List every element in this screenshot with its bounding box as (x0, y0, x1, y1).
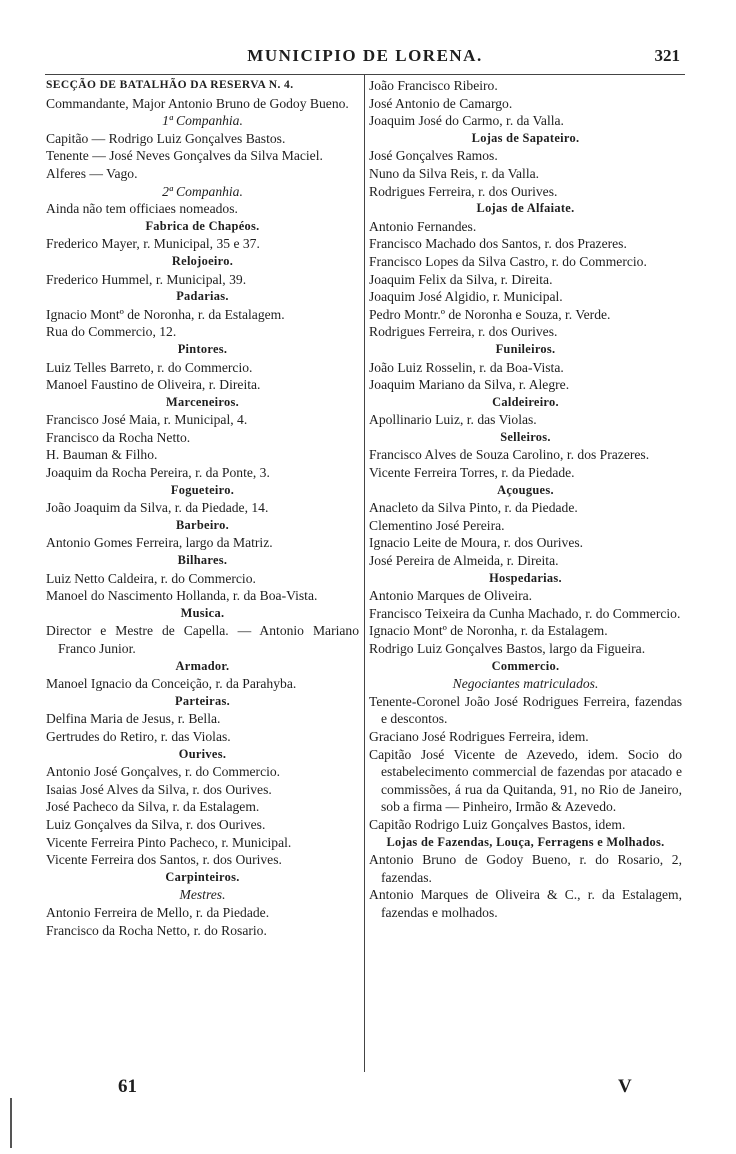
section-heading: Lojas de Sapateiro. (471, 130, 580, 145)
section-heading: Carpinteiros. (165, 869, 240, 884)
list-entry: Vicente Ferreira dos Santos, r. dos Ourives. (46, 852, 282, 868)
list-entry: Capitão José Vicente de Azevedo, idem. Socio do estabelecimento commercial de fazendas por atacado e commissões, á rua da Quitanda, 91, no Rio de Janeiro, sob a firma — Pinheiro, Irmão & Azevedo. (369, 746, 682, 815)
section-heading: Lojas de Alfaiate. (476, 201, 575, 216)
column-divider (364, 75, 365, 1072)
list-entry: Ainda não tem officiaes nomeados. (46, 201, 238, 217)
list-entry: João Luiz Rosselin, r. da Boa-Vista. (369, 359, 564, 375)
section-heading: Armador. (175, 658, 230, 673)
list-entry: Francisco Lopes da Silva Castro, r. do Commercio. (369, 253, 647, 269)
section-heading: Hospedarias. (489, 570, 562, 585)
list-entry: Francisco Machado dos Santos, r. dos Prazeres. (369, 236, 627, 252)
list-entry: Clementino José Pereira. (369, 517, 505, 533)
list-entry: Delfina Maria de Jesus, r. Bella. (46, 711, 221, 727)
list-entry: Nuno da Silva Reis, r. da Valla. (369, 165, 540, 181)
list-entry: João Joaquim da Silva, r. da Piedade, 14. (46, 500, 269, 516)
list-entry: Rodrigues Ferreira, r. dos Ourives. (369, 324, 558, 340)
list-entry: Manoel Faustino de Oliveira, r. Direita. (46, 377, 261, 393)
section-heading: Funileiros. (495, 341, 556, 356)
list-entry: Pedro Montr.º de Noronha e Souza, r. Verde. (369, 306, 611, 322)
list-entry: Rua do Commercio, 12. (46, 324, 177, 340)
page-header (50, 46, 680, 72)
list-entry: Ignacio Montº de Noronha, r. da Estalagem. (369, 623, 608, 639)
subheading: 2ª Companhia. (162, 183, 243, 199)
list-entry: Joaquim José Algidio, r. Municipal. (369, 289, 563, 305)
list-entry: Manoel Ignacio da Conceição, r. da Parahyba. (46, 676, 297, 692)
signature-mark-left: 61 (118, 1076, 137, 1097)
list-entry: Director e Mestre de Capella. — Antonio Mariano Franco Junior. (46, 623, 359, 656)
list-entry: José Pacheco da Silva, r. da Estalagem. (46, 799, 260, 815)
list-entry: Commandante, Major Antonio Bruno de Godoy Bueno. (46, 95, 349, 111)
list-entry: Francisco da Rocha Netto. (46, 429, 191, 445)
list-entry: Vicente Ferreira Pinto Pacheco, r. Municipal. (46, 834, 292, 850)
list-entry: Francisco Teixeira da Cunha Machado, r. do Commercio. (369, 605, 681, 621)
section-heading: Marceneiros. (166, 394, 239, 409)
list-entry: Antonio Ferreira de Mello, r. da Piedade. (46, 904, 270, 920)
list-entry: Antonio Fernandes. (369, 218, 477, 234)
list-entry: Anacleto da Silva Pinto, r. da Piedade. (369, 500, 578, 516)
list-entry: Gertrudes do Retiro, r. das Violas. (46, 728, 231, 744)
section-heading: Caldeireiro. (492, 394, 559, 409)
right-column (369, 77, 682, 922)
section-heading: Fogueteiro. (170, 482, 235, 497)
section-heading: Lojas de Fazendas, Louça, Ferragens e Molhados. (386, 834, 665, 849)
list-entry: Tenente — José Neves Gonçalves da Silva Maciel. (46, 148, 323, 164)
list-entry: Ignacio Leite de Moura, r. dos Ourives. (369, 535, 584, 551)
list-entry: Apollinario Luiz, r. das Violas. (369, 412, 537, 428)
list-entry: Antonio Marques de Oliveira. (369, 588, 533, 604)
running-title: MUNICIPIO DE LORENA. (247, 46, 483, 65)
section-heading: Selleiros. (500, 429, 551, 444)
margin-mark (10, 1098, 12, 1148)
section-heading: Musica. (180, 605, 225, 620)
list-entry: Joaquim Mariano da Silva, r. Alegre. (369, 377, 570, 393)
list-entry: Antonio Bruno de Godoy Bueno, r. do Rosario, 2, fazendas. (369, 852, 682, 885)
list-entry: José Pereira de Almeida, r. Direita. (369, 553, 559, 569)
page-number: 321 (654, 46, 680, 65)
list-entry: Ignacio Montº de Noronha, r. da Estalagem. (46, 306, 285, 322)
header-rule (45, 74, 685, 75)
list-entry: Capitão Rodrigo Luiz Gonçalves Bastos, idem. (369, 816, 626, 832)
list-entry: Luiz Gonçalves da Silva, r. dos Ourives. (46, 816, 266, 832)
list-entry: Isaias José Alves da Silva, r. dos Ourives. (46, 781, 272, 797)
list-entry: Antonio Marques de Oliveira & C., r. da Estalagem, fazendas e molhados. (369, 887, 682, 920)
list-entry: Capitão — Rodrigo Luiz Gonçalves Bastos. (46, 130, 286, 146)
section-heading: Açougues. (497, 482, 554, 497)
list-entry: Joaquim José do Carmo, r. da Valla. (369, 113, 564, 129)
list-entry: Alferes — Vago. (46, 165, 138, 181)
list-entry: Antonio Gomes Ferreira, largo da Matriz. (46, 535, 273, 551)
section-heading: Fabrica de Chapéos. (145, 218, 260, 233)
list-entry: Francisco Alves de Souza Carolino, r. dos Prazeres. (369, 447, 650, 463)
section-heading: Bilhares. (177, 553, 228, 568)
list-entry: João Francisco Ribeiro. (369, 78, 498, 93)
list-entry: Graciano José Rodrigues Ferreira, idem. (369, 728, 589, 744)
section-heading: Parteiras. (175, 693, 230, 708)
signature-mark-right: V (618, 1076, 632, 1097)
subheading: Negociantes matriculados. (452, 676, 599, 692)
list-entry: Antonio José Gonçalves, r. do Commercio. (46, 764, 281, 780)
list-entry: Francisco da Rocha Netto, r. do Rosario. (46, 922, 267, 938)
list-entry: Joaquim Felix da Silva, r. Direita. (369, 271, 553, 287)
list-entry: Joaquim da Rocha Pereira, r. da Ponte, 3. (46, 465, 270, 481)
list-entry: Luiz Netto Caldeira, r. do Commercio. (46, 570, 256, 586)
section-heading: Pintores. (177, 341, 228, 356)
list-entry: Luiz Telles Barreto, r. do Commercio. (46, 359, 253, 375)
list-entry: Frederico Hummel, r. Municipal, 39. (46, 271, 247, 287)
section-heading: Ourives. (178, 746, 227, 761)
list-entry: Vicente Ferreira Torres, r. da Piedade. (369, 465, 575, 481)
section-heading: Barbeiro. (175, 517, 230, 532)
list-entry: Rodrigues Ferreira, r. dos Ourives. (369, 183, 558, 199)
list-entry: Manoel do Nascimento Hollanda, r. da Boa-Vista. (46, 588, 318, 604)
section-heading: Padarias. (176, 289, 229, 304)
left-column (46, 77, 359, 939)
section-title: SECÇÃO DE BATALHÃO DA RESERVA N. 4. (46, 79, 294, 91)
list-entry: Rodrigo Luiz Gonçalves Bastos, largo da Figueira. (369, 641, 646, 656)
list-entry: José Gonçalves Ramos. (369, 148, 498, 164)
section-heading: Commercio. (491, 658, 560, 673)
subheading: 1ª Companhia. (162, 113, 243, 129)
list-entry: H. Bauman & Filho. (46, 447, 158, 463)
section-heading: Relojoeiro. (171, 253, 234, 268)
list-entry: Tenente-Coronel João José Rodrigues Ferreira, fazendas e descontos. (369, 693, 682, 727)
list-entry: Frederico Mayer, r. Municipal, 35 e 37. (46, 236, 260, 252)
list-entry: Francisco José Maia, r. Municipal, 4. (46, 412, 248, 428)
subheading: Mestres. (179, 887, 226, 903)
list-entry: José Antonio de Camargo. (369, 95, 513, 111)
